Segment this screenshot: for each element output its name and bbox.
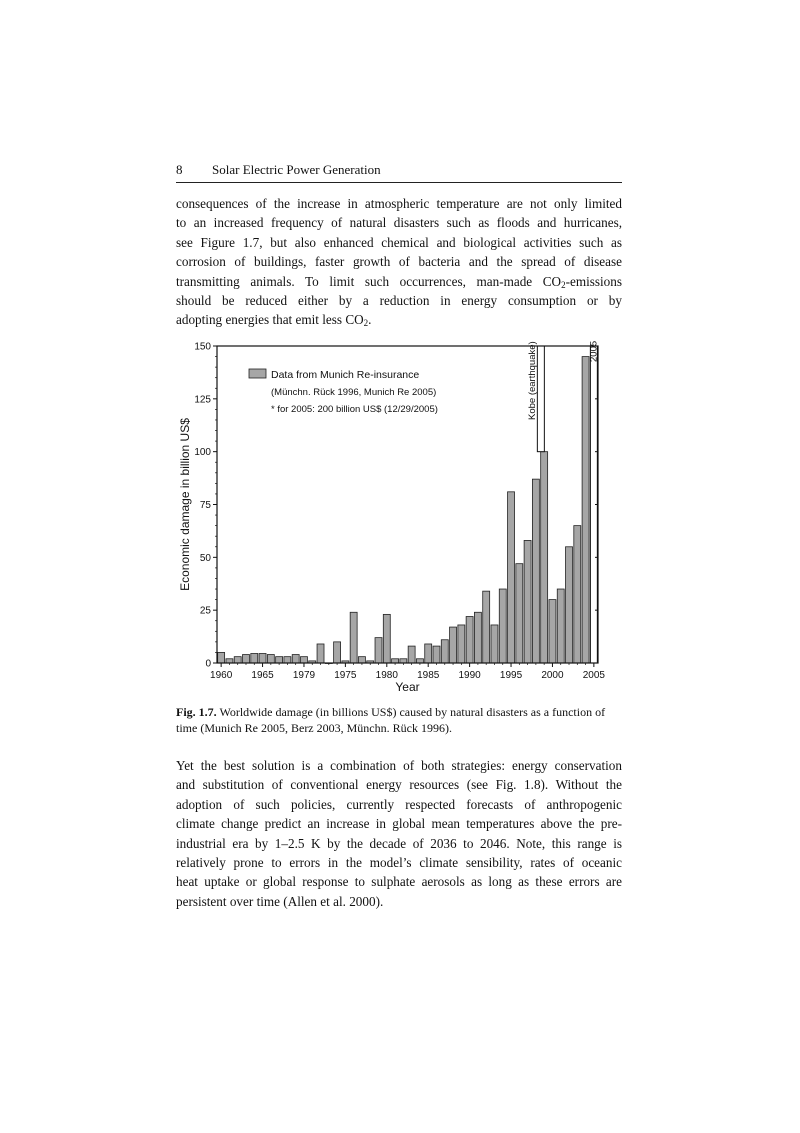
chart-bar bbox=[317, 644, 324, 663]
x-tick-label: 1979 bbox=[292, 670, 316, 681]
y-tick-label: 75 bbox=[199, 500, 211, 511]
chart-bar bbox=[516, 564, 523, 663]
paragraph-1-line: to an increased frequency of natural disasters such as floods and hurricanes, bbox=[176, 215, 622, 231]
chart-bar bbox=[234, 657, 241, 663]
paragraph-1-line: consequences of the increase in atmospheric temperature are not only limited bbox=[176, 196, 622, 211]
figure-caption bbox=[176, 704, 622, 736]
paragraph-2-line: industrial era by 1–2.5 K by the decade of 2036 to 2046. Note, this range is bbox=[176, 835, 622, 851]
x-tick-label: 1985 bbox=[417, 670, 440, 681]
chart-bar bbox=[441, 640, 448, 663]
paragraph-2-line: persistent over time (Allen et al. 2000). bbox=[176, 893, 384, 909]
paragraph-2-line: climate change predict an increase in global mean temperatures above the pre- bbox=[176, 816, 622, 832]
page-number: 8 bbox=[176, 162, 183, 177]
bar-2005-label: 2005 bbox=[588, 340, 600, 362]
paragraph-1-line-text: -emissions bbox=[565, 273, 622, 289]
chart-bar bbox=[499, 589, 506, 663]
chart-bar bbox=[276, 657, 283, 663]
legend-source: (Münchn. Rück 1996, Munich Re 2005) bbox=[271, 387, 437, 398]
chart-bar bbox=[416, 659, 423, 663]
chart-bar bbox=[400, 659, 407, 663]
y-axis-title: Economic damage in billion US$ bbox=[178, 418, 192, 591]
chart-bar bbox=[474, 612, 481, 663]
y-tick-label: 125 bbox=[194, 394, 211, 406]
paragraph-2-line: Yet the best solution is a combination of both strategies: energy conservation bbox=[176, 758, 622, 773]
chart-bar bbox=[267, 655, 274, 663]
x-tick-label: 2000 bbox=[541, 670, 564, 681]
x-tick-label: 2005 bbox=[582, 670, 605, 681]
chart-bar bbox=[218, 652, 225, 663]
chart-bar bbox=[566, 547, 573, 663]
paragraph-2-line: heat uptake or global response to sulphate aerosols as long as these errors are bbox=[176, 874, 622, 890]
paragraph-1-line-text: . bbox=[368, 312, 372, 328]
chart-bar bbox=[243, 655, 250, 663]
paragraph-2-line: and substitution of conventional energy resources (see Fig. 1.8). Without the bbox=[176, 777, 622, 793]
chart-bar bbox=[350, 612, 357, 663]
chart-bar bbox=[582, 357, 589, 663]
chart-bar bbox=[251, 653, 258, 663]
kobe-marker-bar bbox=[537, 346, 544, 452]
chart-bar bbox=[284, 657, 291, 663]
figure-1-7 bbox=[170, 338, 610, 698]
caption-text: Worldwide damage (in billions US$) caused by natural disasters as a function of time (Munich Re 2005, Berz 2003, Münchn. Rück 1996). bbox=[176, 705, 606, 735]
legend-note: * for 2005: 200 billion US$ (12/29/2005) bbox=[271, 404, 438, 415]
chart-bar bbox=[541, 452, 548, 663]
chart-bar bbox=[226, 659, 233, 663]
x-tick-label: 1995 bbox=[499, 670, 523, 681]
chart-bar bbox=[383, 614, 390, 663]
chart-bar bbox=[557, 589, 564, 663]
x-tick-label: 1975 bbox=[334, 670, 357, 681]
chart-bar bbox=[508, 492, 515, 663]
chart-bar bbox=[450, 627, 457, 663]
chart-bar bbox=[458, 625, 465, 663]
y-tick-label: 150 bbox=[194, 341, 211, 353]
paragraph-1-line bbox=[176, 310, 622, 329]
kobe-annotation-label: Kobe (earthquake) bbox=[526, 341, 538, 420]
x-tick-label: 1990 bbox=[458, 670, 481, 681]
paragraph-1-line: corrosion of buildings, faster growth of bacteria and the spread of disease bbox=[176, 254, 622, 270]
paragraph-2-line: relatively prone to errors in the model’s climate sensibility, rates of oceanic bbox=[176, 854, 622, 870]
chart-bar bbox=[375, 638, 382, 663]
subscript: 2 bbox=[363, 318, 369, 329]
chart-bar bbox=[549, 600, 556, 663]
paragraph-2 bbox=[176, 756, 622, 911]
paragraph-1-line-text: transmitting animals. To limit such occurrences, man-made CO bbox=[176, 273, 562, 289]
paragraph-2-line: adoption of such policies, currently respected forecasts of anthropogenic bbox=[176, 796, 622, 812]
chart-bar bbox=[532, 479, 539, 663]
x-tick-label: 1960 bbox=[210, 670, 233, 681]
chart-bar bbox=[358, 657, 365, 663]
legend-label: Data from Munich Re-insurance bbox=[271, 369, 420, 381]
chart-bar bbox=[491, 625, 498, 663]
subscript: 2 bbox=[561, 279, 566, 290]
x-axis-title: Year bbox=[395, 680, 420, 694]
y-tick-label: 100 bbox=[194, 447, 211, 459]
chart-bar bbox=[392, 659, 399, 663]
damage-bar-chart bbox=[170, 338, 610, 698]
legend-swatch bbox=[249, 369, 266, 378]
chart-bar bbox=[334, 642, 341, 663]
chart-bar bbox=[425, 644, 432, 663]
chart-bar bbox=[483, 591, 490, 663]
paragraph-1-line-text: adopting energies that emit less CO bbox=[176, 312, 364, 328]
y-tick-label: 0 bbox=[205, 658, 211, 670]
paragraph-1-line bbox=[176, 272, 622, 291]
caption-label: Fig. 1.7. bbox=[176, 705, 217, 719]
paragraph-1 bbox=[176, 194, 622, 330]
paragraph-1-line: see Figure 1.7, but also enhanced chemical and biological activities such as bbox=[176, 234, 622, 250]
x-tick-label: 1980 bbox=[375, 670, 398, 681]
y-tick-label: 50 bbox=[199, 552, 211, 564]
paragraph-1-line: should be reduced either by a reduction in energy consumption or by bbox=[176, 292, 622, 308]
chart-bar bbox=[408, 646, 415, 663]
running-title: Solar Electric Power Generation bbox=[212, 162, 381, 177]
y-tick-label: 25 bbox=[199, 605, 211, 617]
chart-bar bbox=[524, 540, 531, 663]
chart-bar bbox=[433, 646, 440, 663]
chart-bar bbox=[466, 617, 473, 663]
chart-bar bbox=[300, 657, 307, 663]
running-head bbox=[176, 160, 622, 183]
chart-bar bbox=[574, 526, 581, 663]
x-tick-label: 1965 bbox=[251, 670, 274, 681]
chart-bar bbox=[259, 653, 266, 663]
chart-bar bbox=[292, 655, 299, 663]
